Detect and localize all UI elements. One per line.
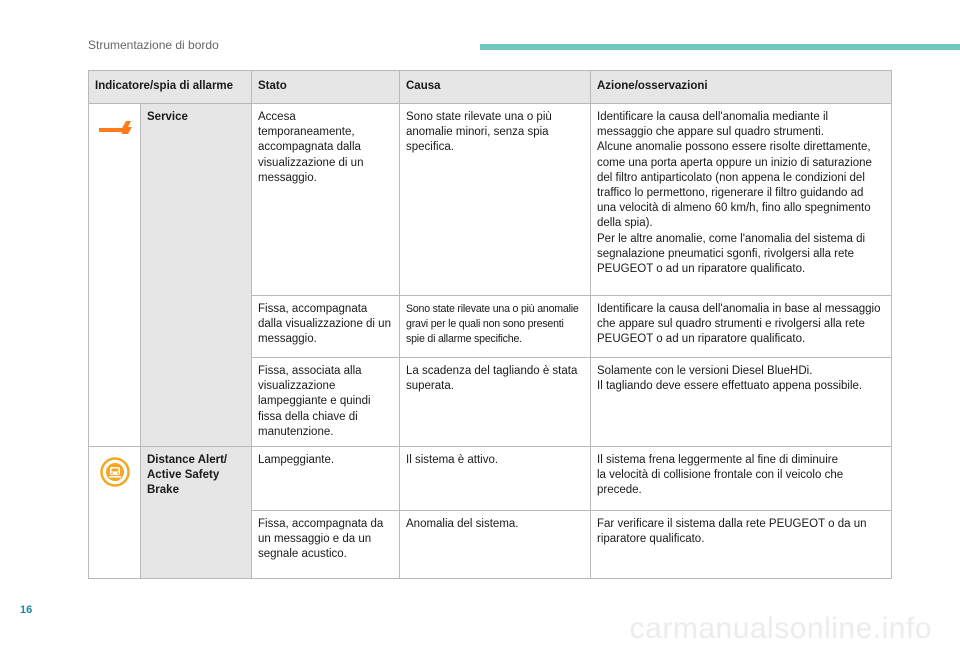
stato-cell: Fissa, accompagnata dalla visualizzazione di un messaggio.: [252, 296, 400, 358]
causa-cell: Sono state rilevate una o più anomalie minori, senza spia specifica.: [400, 104, 591, 296]
distance-alert-icon: [100, 457, 130, 487]
column-header-indicator: Indicatore/spia di allarme: [89, 71, 252, 104]
column-header-azione: Azione/osservazioni: [591, 71, 892, 104]
causa-cell: Il sistema è attivo.: [400, 447, 591, 511]
azione-cell: Il sistema frena leggermente al fine di diminuire la velocità di collisione frontale con il veicolo che precede.: [591, 447, 892, 511]
table-header-row: [89, 71, 892, 104]
distance-alert-icon-cell: [89, 447, 141, 579]
stato-cell: Accesa temporaneamente, accompagnata dalla visualizzazione di un messaggio.: [252, 104, 400, 296]
warning-lights-table: [88, 70, 892, 579]
page-number: 16: [20, 604, 33, 616]
header-accent-bar: [480, 44, 960, 50]
wrench-icon: [95, 116, 135, 136]
stato-cell: Fissa, accompagnata da un messaggio e da un segnale acustico.: [252, 511, 400, 579]
table-row: [89, 104, 892, 296]
azione-cell: Far verificare il sistema dalla rete PEUGEOT o da un riparatore qualificato.: [591, 511, 892, 579]
causa-cell: Sono state rilevate una o più anomalie gravi per le quali non sono presenti spie di allarme specifiche.: [400, 296, 591, 358]
header-title: Strumentazione di bordo: [88, 38, 219, 52]
stato-cell: Lampeggiante.: [252, 447, 400, 511]
azione-cell: Identificare la causa dell'anomalia in base al messaggio che appare sul quadro strumenti e rivolgersi alla rete PEUGEOT o ad un riparatore qualificato.: [591, 296, 892, 358]
watermark: carmanualsonline.info: [629, 612, 932, 645]
column-header-stato: Stato: [252, 71, 400, 104]
causa-cell: Anomalia del sistema.: [400, 511, 591, 579]
table-row: [89, 447, 892, 511]
azione-cell: Solamente con le versioni Diesel BlueHDi. Il tagliando deve essere effettuato appena possibile.: [591, 358, 892, 447]
stato-cell: Fissa, associata alla visualizzazione lampeggiante e quindi fissa della chiave di manutenzione.: [252, 358, 400, 447]
distance-alert-name: Distance Alert/ Active Safety Brake: [141, 447, 252, 579]
service-name: Service: [141, 104, 252, 447]
causa-cell: La scadenza del tagliando è stata superata.: [400, 358, 591, 447]
column-header-causa: Causa: [400, 71, 591, 104]
service-icon-cell: [89, 104, 141, 447]
azione-cell: Identificare la causa dell'anomalia mediante il messaggio che appare sul quadro strumenti. Alcune anomalie possono essere risolte direttamente, come una porta aperta oppure un inizio di saturazione del filtro antiparticolato (non appena le condizioni del traffico lo permettono, rigenerare il filtro guidando ad una velocità di almeno 60 km/h, fino allo spegnimento della spia). Per le altre anomalie, come l'anomalia del sistema di segnalazione pneumatici sgonfi, rivolgersi alla rete PEUGEOT o ad un riparatore qualificato.: [591, 104, 892, 296]
